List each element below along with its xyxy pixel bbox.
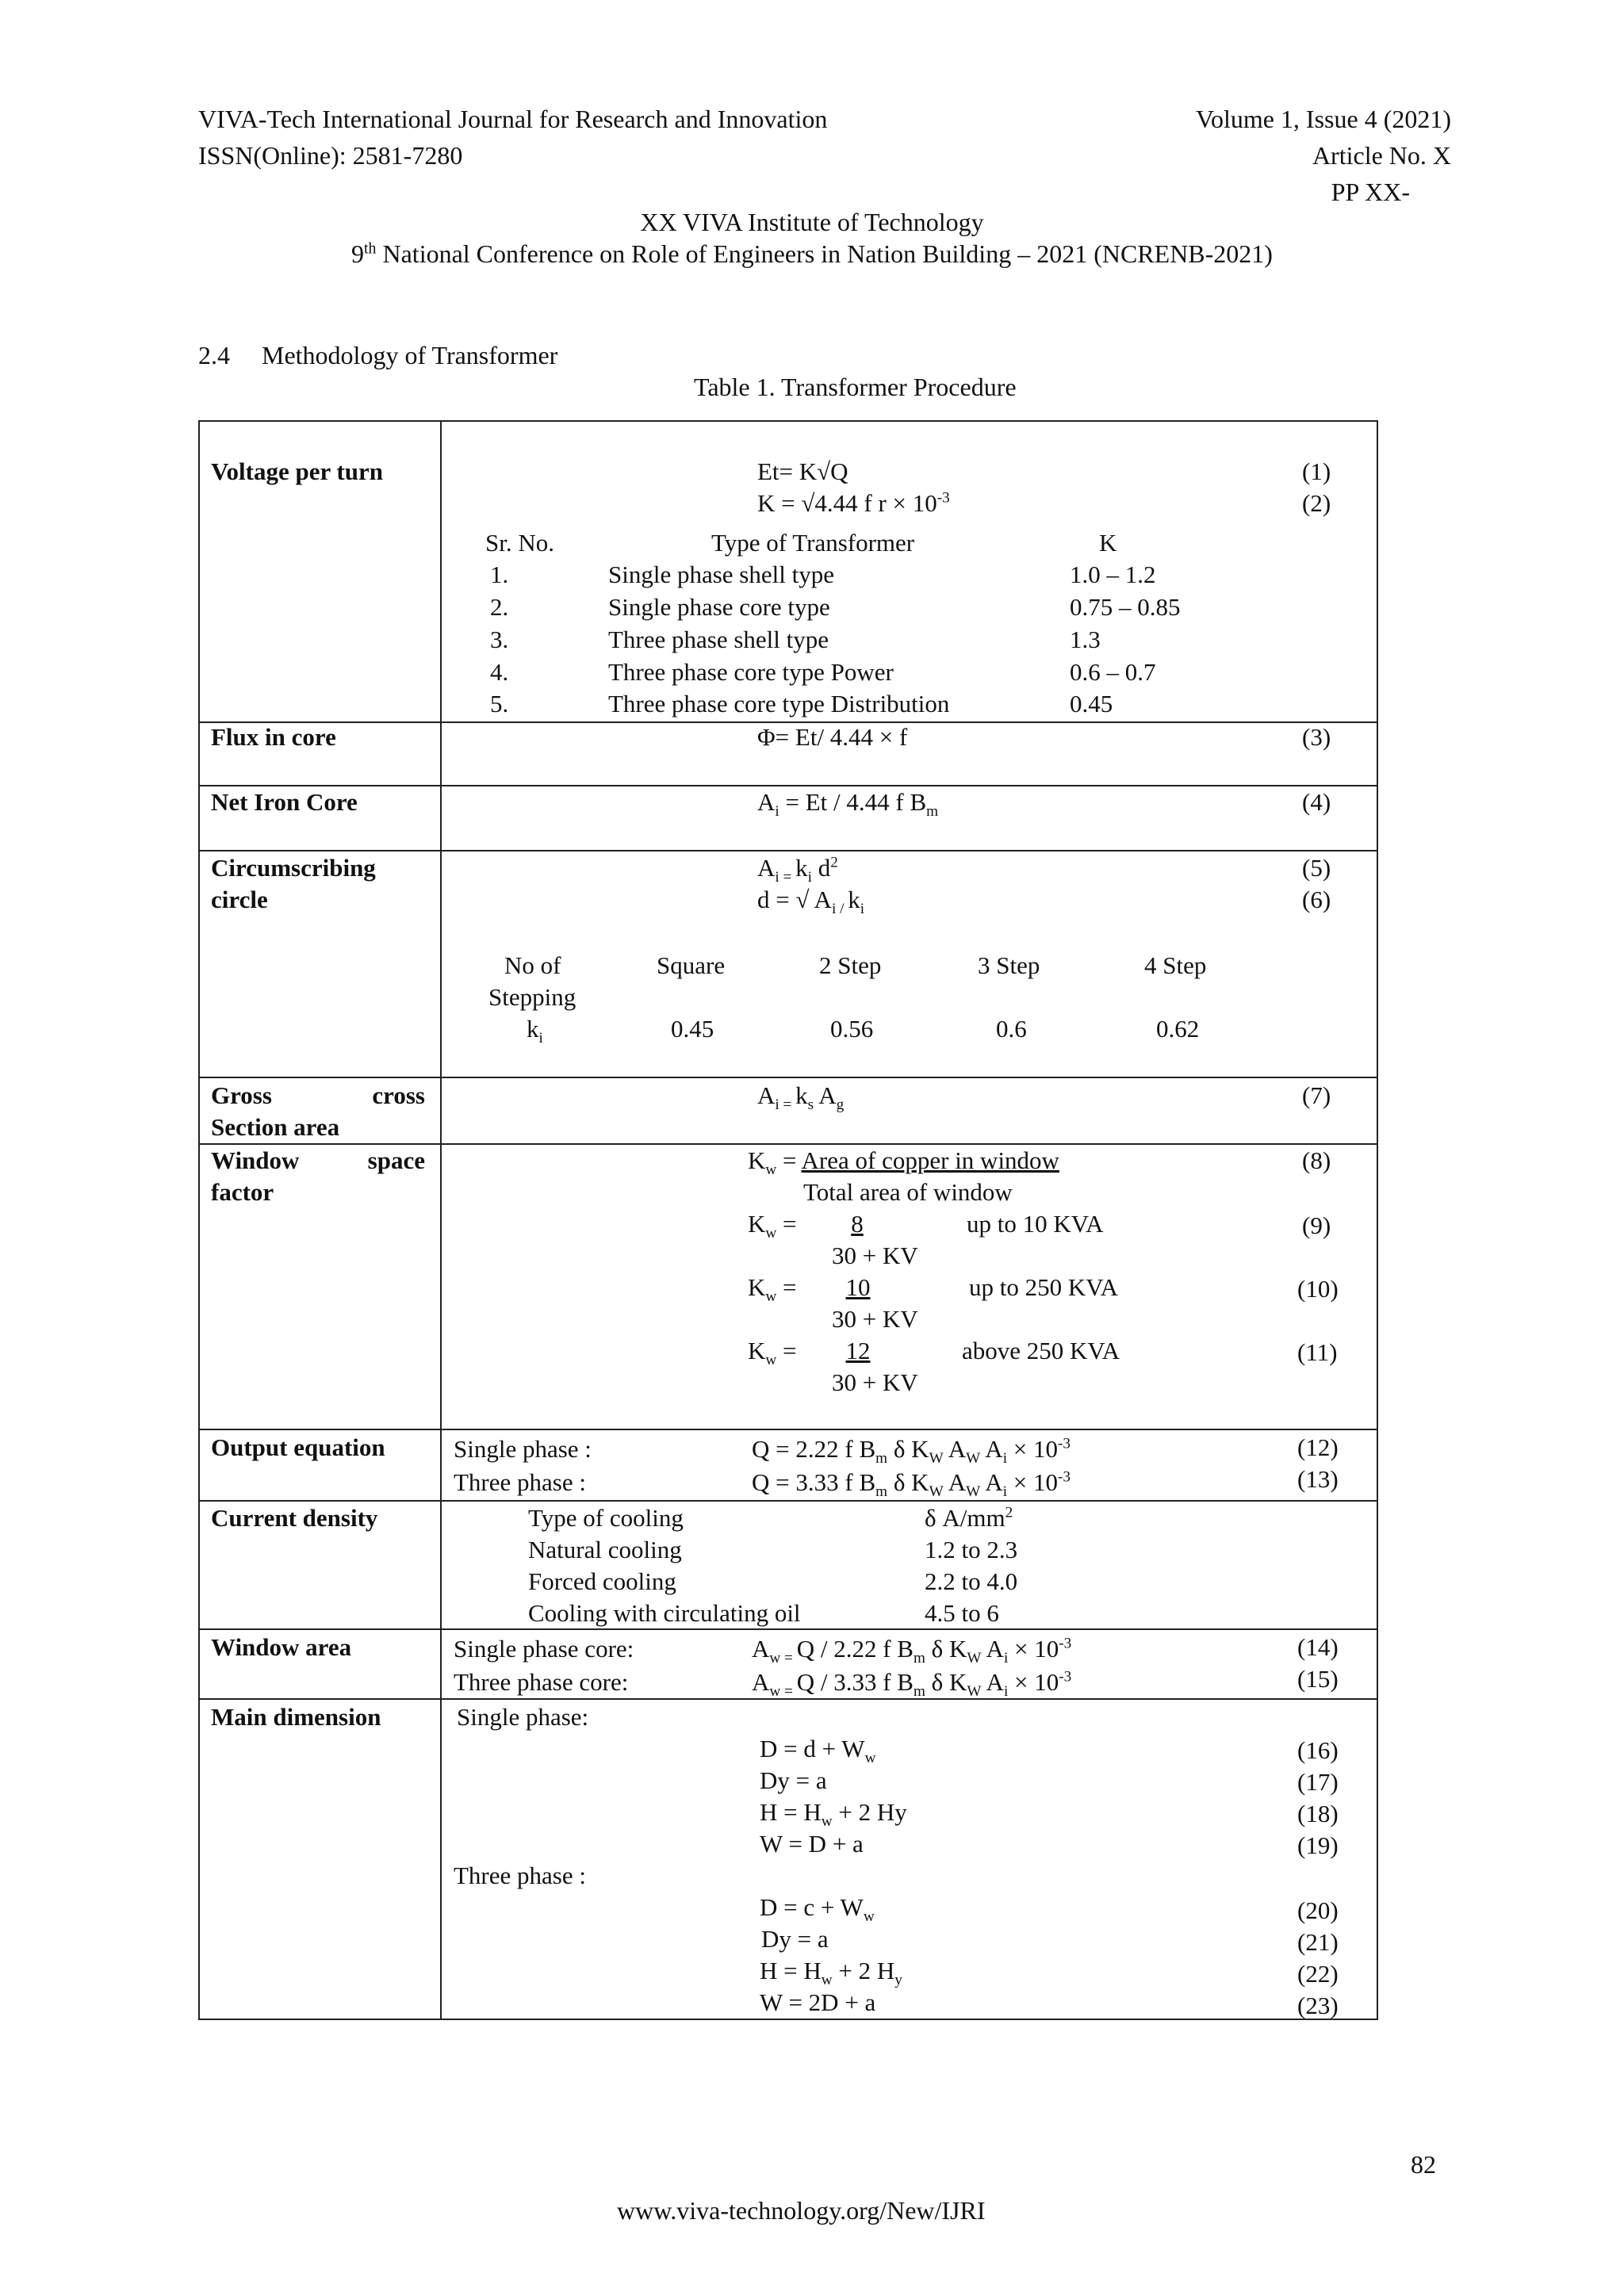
row-label-gross: Gross — [211, 1081, 272, 1109]
k-header-srno: Sr. No. — [485, 529, 554, 557]
section-title: Methodology of Transformer — [262, 341, 558, 369]
step-header-2-step: 2 Step — [819, 951, 882, 979]
k-row-type: Single phase shell type — [608, 561, 834, 588]
step-header-stepping: Stepping — [488, 983, 576, 1011]
step-header-4-step: 4 Step — [1144, 951, 1207, 979]
row-label-window-3: factor — [211, 1178, 274, 1206]
k-row-no: 2. — [490, 593, 509, 621]
k-header-k: K — [1099, 529, 1117, 557]
k-row-value: 0.75 – 0.85 — [1070, 593, 1181, 621]
issn: ISSN(Online): 2581-7280 — [198, 141, 463, 170]
cooling-header-type: Type of cooling — [528, 1504, 684, 1532]
equation-17: Dy = a — [760, 1766, 827, 1794]
eq-number-22: (22) — [1297, 1960, 1339, 1988]
equation-7: $A_{i =}$ $k_s$ $A_g$ — [757, 1081, 845, 1114]
equation-10: $K_w$ = — [748, 1273, 797, 1306]
column-divider — [440, 420, 442, 2020]
row-divider — [198, 1077, 1378, 1078]
k-row-type: Three phase core type Power — [608, 658, 894, 686]
eq-number-7: (7) — [1302, 1081, 1331, 1109]
eq-number-23: (23) — [1297, 1992, 1339, 2019]
equation-6: d = √ $A_{i /}$ $k_i$ — [757, 886, 865, 918]
k-row-value: 0.6 – 0.7 — [1070, 658, 1156, 686]
row-label-gross-3: Section area — [211, 1113, 340, 1141]
window-single-label: Single phase core: — [454, 1635, 634, 1663]
eq-number-20: (20) — [1297, 1896, 1339, 1924]
equation-18: $H = H_w + 2$ Hy — [760, 1798, 907, 1831]
k-row-value: 1.0 – 1.2 — [1070, 561, 1156, 588]
article-number: Article No. X — [1312, 141, 1451, 170]
eq-number-12: (12) — [1297, 1433, 1339, 1461]
volume-issue: Volume 1, Issue 4 (2021) — [1195, 105, 1451, 133]
equation-20: $D = c + W_w$ — [760, 1893, 875, 1926]
eq-number-4: (4) — [1302, 788, 1331, 816]
section-number: 2.4 — [198, 341, 230, 369]
row-label-flux: Flux in core — [211, 723, 336, 751]
equation-15: $A_{w =}$ Q / 3.33 f $B_m$ δ $K_W$ $A_i \times 10^{-3}$ — [752, 1668, 1072, 1701]
row-divider — [198, 1500, 1378, 1502]
eq-number-18: (18) — [1297, 1800, 1339, 1827]
row-label-output: Output equation — [211, 1433, 385, 1461]
equation-8: $K_w$ = Area of copper in window — [748, 1146, 1059, 1179]
equation-11-condition: above 250 KVA — [962, 1337, 1120, 1364]
equation-5: $A_{i =}$ $k_i$ $d^2$ — [757, 854, 838, 886]
cooling-type: Natural cooling — [528, 1536, 682, 1563]
k-row-no: 4. — [490, 658, 509, 686]
eq-number-9: (9) — [1302, 1211, 1331, 1239]
row-label-window-area: Window area — [211, 1633, 352, 1661]
row-label-iron-core: Net Iron Core — [211, 788, 358, 816]
row-label-current: Current density — [211, 1504, 378, 1532]
equation-22: $H = H_w + 2$ $H_y$ — [760, 1957, 902, 1989]
row-label-voltage: Voltage per turn — [211, 457, 383, 485]
output-three-label: Three phase : — [454, 1468, 586, 1496]
institute-name: XX VIVA Institute of Technology — [640, 208, 984, 236]
ki-2-step: 0.56 — [830, 1015, 874, 1043]
eq-number-17: (17) — [1297, 1768, 1339, 1796]
equation-10-condition: up to 250 KVA — [969, 1273, 1119, 1301]
main-single-label: Single phase: — [457, 1703, 589, 1731]
k-header-type: Type of Transformer — [711, 529, 915, 557]
row-label-gross-2: cross — [372, 1081, 425, 1109]
eq-number-8: (8) — [1302, 1146, 1331, 1174]
cooling-density: 4.5 to 6 — [925, 1599, 999, 1627]
eq-number-2: (2) — [1302, 489, 1331, 517]
k-row-no: 1. — [490, 561, 509, 588]
equation-11-denominator: 30 + KV — [832, 1368, 918, 1396]
eq-number-16: (16) — [1297, 1736, 1339, 1764]
eq-number-11: (11) — [1297, 1338, 1338, 1366]
main-three-label: Three phase : — [454, 1862, 586, 1889]
equation-10-numerator: 10 — [845, 1273, 871, 1301]
page-number: 82 — [1411, 2150, 1436, 2179]
equation-1: Et= K√Q — [757, 457, 848, 485]
eq-number-21: (21) — [1297, 1928, 1339, 1956]
equation-13: Q = 3.33 f $B_m$ δ $K_W$ $A_W$ $A_i \times 10^{-3}$ — [752, 1468, 1071, 1501]
equation-21: Dy = a — [761, 1925, 829, 1953]
equation-9-denominator: 30 + KV — [832, 1242, 918, 1269]
journal-url: www.viva-technology.org/New/IJRI — [617, 2196, 986, 2225]
equation-14: $A_{w =}$ Q / 2.22 f $B_m$ δ $K_W$ $A_i \times 10^{-3}$ — [752, 1635, 1072, 1667]
step-header-3-step: 3 Step — [978, 951, 1040, 979]
equation-9-numerator: 8 — [851, 1210, 864, 1238]
k-row-value: 0.45 — [1070, 690, 1113, 718]
cooling-type: Forced cooling — [528, 1567, 676, 1595]
k-row-no: 5. — [490, 690, 509, 718]
eq-number-15: (15) — [1297, 1665, 1339, 1693]
ki-4-step: 0.62 — [1156, 1015, 1200, 1043]
k-row-type: Single phase core type — [608, 593, 830, 621]
eq-number-14: (14) — [1297, 1633, 1339, 1661]
equation-11-numerator: 12 — [845, 1337, 871, 1364]
k-row-type: Three phase shell type — [608, 626, 829, 653]
step-header-square: Square — [657, 951, 726, 979]
k-row-value: 1.3 — [1070, 626, 1101, 653]
eq-number-1: (1) — [1302, 457, 1331, 485]
output-single-label: Single phase : — [454, 1435, 592, 1463]
equation-4: $A_i = Et / 4.44$ f $B_m$ — [757, 788, 939, 821]
page-range: PP XX- — [1331, 178, 1410, 206]
equation-2: K = √4.44 f $r \times 10^{-3}$ — [757, 489, 950, 517]
ki-3-step: 0.6 — [996, 1015, 1027, 1043]
equation-11: $K_w$ = — [748, 1337, 797, 1369]
row-label-circle: Circumscribing — [211, 854, 376, 882]
cooling-header-unit: δ $A/mm^2$ — [925, 1504, 1013, 1532]
row-label-window: Window — [211, 1146, 300, 1174]
cooling-type: Cooling with circulating oil — [528, 1599, 801, 1627]
ki-square: 0.45 — [671, 1015, 714, 1043]
eq-number-10: (10) — [1297, 1275, 1339, 1303]
equation-16: $D = d + W_w$ — [760, 1735, 876, 1767]
table-caption: Table 1. Transformer Procedure — [694, 373, 1017, 401]
row-label-circle-2: circle — [211, 886, 268, 913]
journal-name: VIVA-Tech International Journal for Research and Innovation — [198, 105, 828, 133]
equation-19: W = D + a — [760, 1830, 864, 1858]
eq-number-13: (13) — [1297, 1465, 1339, 1493]
row-label-main-dimension: Main dimension — [211, 1703, 381, 1731]
equation-8-denominator: Total area of window — [803, 1178, 1013, 1206]
eq-number-19: (19) — [1297, 1831, 1339, 1859]
eq-number-5: (5) — [1302, 854, 1331, 882]
equation-23: W = 2D + a — [760, 1988, 876, 2016]
cooling-density: 1.2 to 2.3 — [925, 1536, 1018, 1563]
k-row-type: Three phase core type Distribution — [608, 690, 950, 718]
equation-3: Φ= Et/ 4.44 × f — [757, 723, 908, 751]
equation-9: $K_w$ = — [748, 1210, 797, 1242]
eq-number-6: (6) — [1302, 886, 1331, 913]
equation-10-denominator: 30 + KV — [832, 1305, 918, 1333]
row-divider — [198, 1429, 1378, 1430]
conference-name: 9th National Conference on Role of Engineers in Nation Building – 2021 (NCRENB-2021) — [351, 239, 1273, 268]
row-divider — [198, 850, 1378, 851]
window-three-label: Three phase core: — [454, 1668, 629, 1696]
cooling-density: 2.2 to 4.0 — [925, 1567, 1018, 1595]
step-header-no-of: No of — [504, 951, 561, 979]
equation-9-condition: up to 10 KVA — [967, 1210, 1104, 1238]
eq-number-3: (3) — [1302, 723, 1331, 751]
row-label-window-2: space — [367, 1146, 425, 1174]
equation-12: Q = 2.22 f $B_m$ δ $K_W$ $A_W$ $A_i \times 10^{-3}$ — [752, 1435, 1071, 1468]
ki-label: $k_i$ — [527, 1015, 543, 1047]
k-row-no: 3. — [490, 626, 509, 653]
